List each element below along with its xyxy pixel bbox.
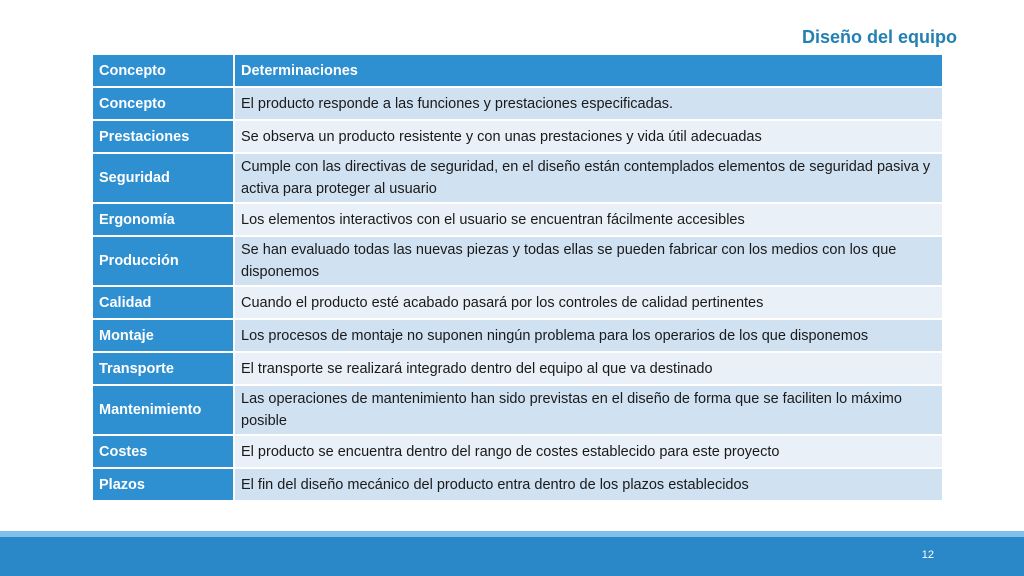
row-determination: Se observa un producto resistente y con unas prestaciones y vida útil adecuadas bbox=[234, 120, 943, 153]
table-row bbox=[92, 385, 943, 435]
row-concept: Costes bbox=[92, 435, 234, 468]
table-row bbox=[92, 153, 943, 203]
row-determination: Los elementos interactivos con el usuario se encuentran fácilmente accesibles bbox=[234, 203, 943, 236]
row-determination: El producto se encuentra dentro del rango de costes establecido para este proyecto bbox=[234, 435, 943, 468]
row-concept: Ergonomía bbox=[92, 203, 234, 236]
header-determinations: Determinaciones bbox=[234, 54, 943, 87]
header-concept: Concepto bbox=[92, 54, 234, 87]
table-row bbox=[92, 236, 943, 286]
row-determination: Cuando el producto esté acabado pasará por los controles de calidad pertinentes bbox=[234, 286, 943, 319]
table-row bbox=[92, 203, 943, 236]
row-determination: Se han evaluado todas las nuevas piezas y todas ellas se pueden fabricar con los medios con los que disponemos bbox=[234, 236, 943, 286]
table-row bbox=[92, 435, 943, 468]
row-concept: Producción bbox=[92, 236, 234, 286]
determinations-table bbox=[91, 53, 944, 502]
row-determination: Los procesos de montaje no suponen ningún problema para los operarios de los que disponemos bbox=[234, 319, 943, 352]
row-concept: Seguridad bbox=[92, 153, 234, 203]
slide-title: Diseño del equipo bbox=[801, 27, 957, 47]
footer-bar bbox=[0, 537, 1024, 576]
row-concept: Calidad bbox=[92, 286, 234, 319]
row-concept: Concepto bbox=[92, 87, 234, 120]
row-concept: Montaje bbox=[92, 319, 234, 352]
table-row bbox=[92, 286, 943, 319]
table-header-row bbox=[92, 54, 943, 87]
table-row bbox=[92, 87, 943, 120]
table-row bbox=[92, 352, 943, 385]
row-concept: Transporte bbox=[92, 352, 234, 385]
row-determination: El producto responde a las funciones y prestaciones especificadas. bbox=[234, 87, 943, 120]
row-determination: Las operaciones de mantenimiento han sido previstas en el diseño de forma que se faciliten lo máximo posible bbox=[234, 385, 943, 435]
row-concept: Mantenimiento bbox=[92, 385, 234, 435]
table-row bbox=[92, 468, 943, 501]
row-determination: El fin del diseño mecánico del producto entra dentro de los plazos establecidos bbox=[234, 468, 943, 501]
table-row bbox=[92, 319, 943, 352]
row-concept: Prestaciones bbox=[92, 120, 234, 153]
page-number: 12 bbox=[921, 549, 934, 561]
table-row bbox=[92, 120, 943, 153]
row-determination: El transporte se realizará integrado dentro del equipo al que va destinado bbox=[234, 352, 943, 385]
row-determination: Cumple con las directivas de seguridad, en el diseño están contemplados elementos de seguridad pasiva y activa para proteger al usuario bbox=[234, 153, 943, 203]
row-concept: Plazos bbox=[92, 468, 234, 501]
